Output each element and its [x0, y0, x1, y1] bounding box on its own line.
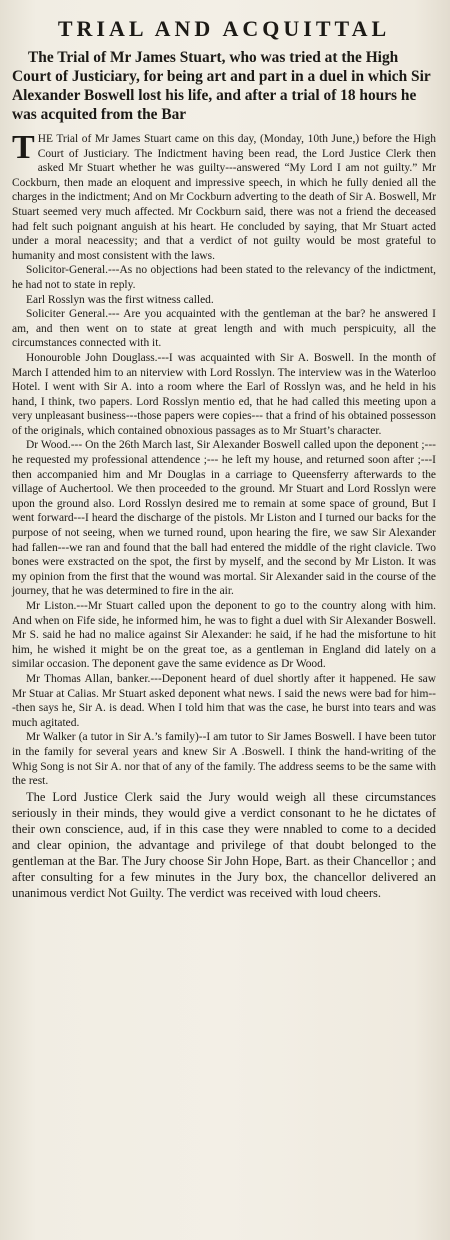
- paragraph-opening: [12, 129, 436, 263]
- paragraph-mr-liston: Mr Liston.---Mr Stuart called upon the deponent to go to the country along with him. And when on Fife side, he informed him, he was to fight a duel with Sir Alexander Boswell. Mr S. said he had no malice against Sir Alexander: he said, if he had the misfortune to hit him, he wished it might be on the great toe, as a gentleman in England did lately on a similar occasion. The deponent gave the same evidence as Dr Wood.: [12, 600, 436, 671]
- article-body: [12, 129, 436, 901]
- paragraph-john-douglass: Honouroble John Douglass.---I was acquainted with Sir A. Boswell. In the month of March I attended him to an niterview with Lord Rosslyn. The interview was in the Waterloo Hotel. I went with Sir A. into a room where the Earl of Rosslyn was, and he held in his hand, I think, two papers. Lord Rosslyn mentio ed, that he had called this meeting upon a very unpleasant business---those papers were copies--- that a frind of his obtained possesson of the originals, which contained obnoxious passages as to Mr Stuart’s character.: [12, 351, 436, 437]
- paragraph-thomas-allan: Mr Thomas Allan, banker.---Deponent heard of duel shortly after it happened. He saw Mr Stuar at Calias. Mr Stuart asked deponent what news. I said the news were bad for him---then says he, Sir A. is dead. When I told him that was the case, he burst into tears and was much agitated.: [12, 672, 436, 729]
- paragraph-earl-rosslyn: Earl Rosslyn was the first witness called.: [26, 293, 214, 306]
- subtitle: The Trial of Mr James Stuart, who was tried at the High Court of Justiciary, for being art and part in a duel in which Sir Alexander Boswell lost his life, and after a trial of 18 hours he was acquited from the Bar: [12, 49, 431, 123]
- paragraph-soliciter-general-question: Soliciter General.--- Are you acquainted with the gentleman at the bar? he answered I am, and then went on to state at great length and with much perspicuity, all the circumstances connected with it.: [12, 308, 436, 350]
- page-title: TRIAL AND ACQUITTAL: [57, 16, 391, 41]
- paragraph-verdict: The Lord Justice Clerk said the Jury would weigh all these circumstances seriously in their minds, they would give a verdict consonant to he he dictates of their own conscience, aud, if in this case they were nnabled to come to a decided and clear opinion, the advantage and privilege of that doubt belonged to the gentleman at the Bar. The Jury choose Sir John Hope, Bart. as their Chancellor ; and after consulting for a few minutes in the Jury box, the chancellor delivered an unanimous verdict Not Guilty. The verdict was received with loud cheers.: [12, 789, 436, 900]
- paragraph-dr-wood: Dr Wood.--- On the 26th March last, Sir Alexander Boswell called upon the deponent ;---he requested my professional attendence ;--- he left my house, and returned soon after ;---I then accompanied him and Mr Douglas in a carriage to Queensferry afterwards to the village of Auchertool. We then proceeded to the ground. Mr Stuart and Lord Rosslyn were upon the ground also. Lord Rosslyn desired me to remain at some space of ground, But I went forward---I heard the discharge of the pistols. Mr Liston and I turned our backs for the purpose of not seeing, when we turned round, upon hearing the fire, we saw Sir Alexander had fallen---we ran and found that the ball had entered the middle of the right clavicle. Two bones were exstracted on the spot, the first by myself, and the second by Mr Liston. It was my opinion from the first that the wound was mortal. Sir Alexander said in the course of the journey, that he was determined to fire in the air.: [12, 439, 436, 598]
- paragraph-mr-walker: Mr Walker (a tutor in Sir A.’s family)--I am tutor to Sir James Boswell. I have been tutor in the family for several years and knew Sir A .Boswell. I think the hand-writing of the Whig Song is not Sir A. nor that of any of the family. The address seems to be the same with the rest.: [12, 731, 436, 788]
- paragraph-solicitor-general: Solicitor-General.---As no objections had been stated to the relevancy of the indictment, he had not to state in reply.: [12, 264, 436, 291]
- drop-cap: T: [12, 129, 35, 166]
- paragraph-opening-text: HE Trial of Mr James Stuart came on this day, (Monday, 10th June,) before the High Court of Justiciary. The Indictment having been read, the Lord Justice Clerk then asked Mr Stuart whether he was guilty---answered “My Lord I am not guilty.” Mr Cockburn, then made an eloquent and impressive speech, in which he fully denied all the charges in the indictment; And on Mr Cockburn adverting to the death of Sir A. Boswell, Mr Stuart seemed very much affected. Mr Cockburn said, there was not a friend the deceased had felt such poignant anguish at his heart. He concluded by saying, that Mr Stuart acted under a moral neacessity; and that a verdict of not guilty would be most grateful to humanity and most consistent with the laws.: [12, 133, 436, 262]
